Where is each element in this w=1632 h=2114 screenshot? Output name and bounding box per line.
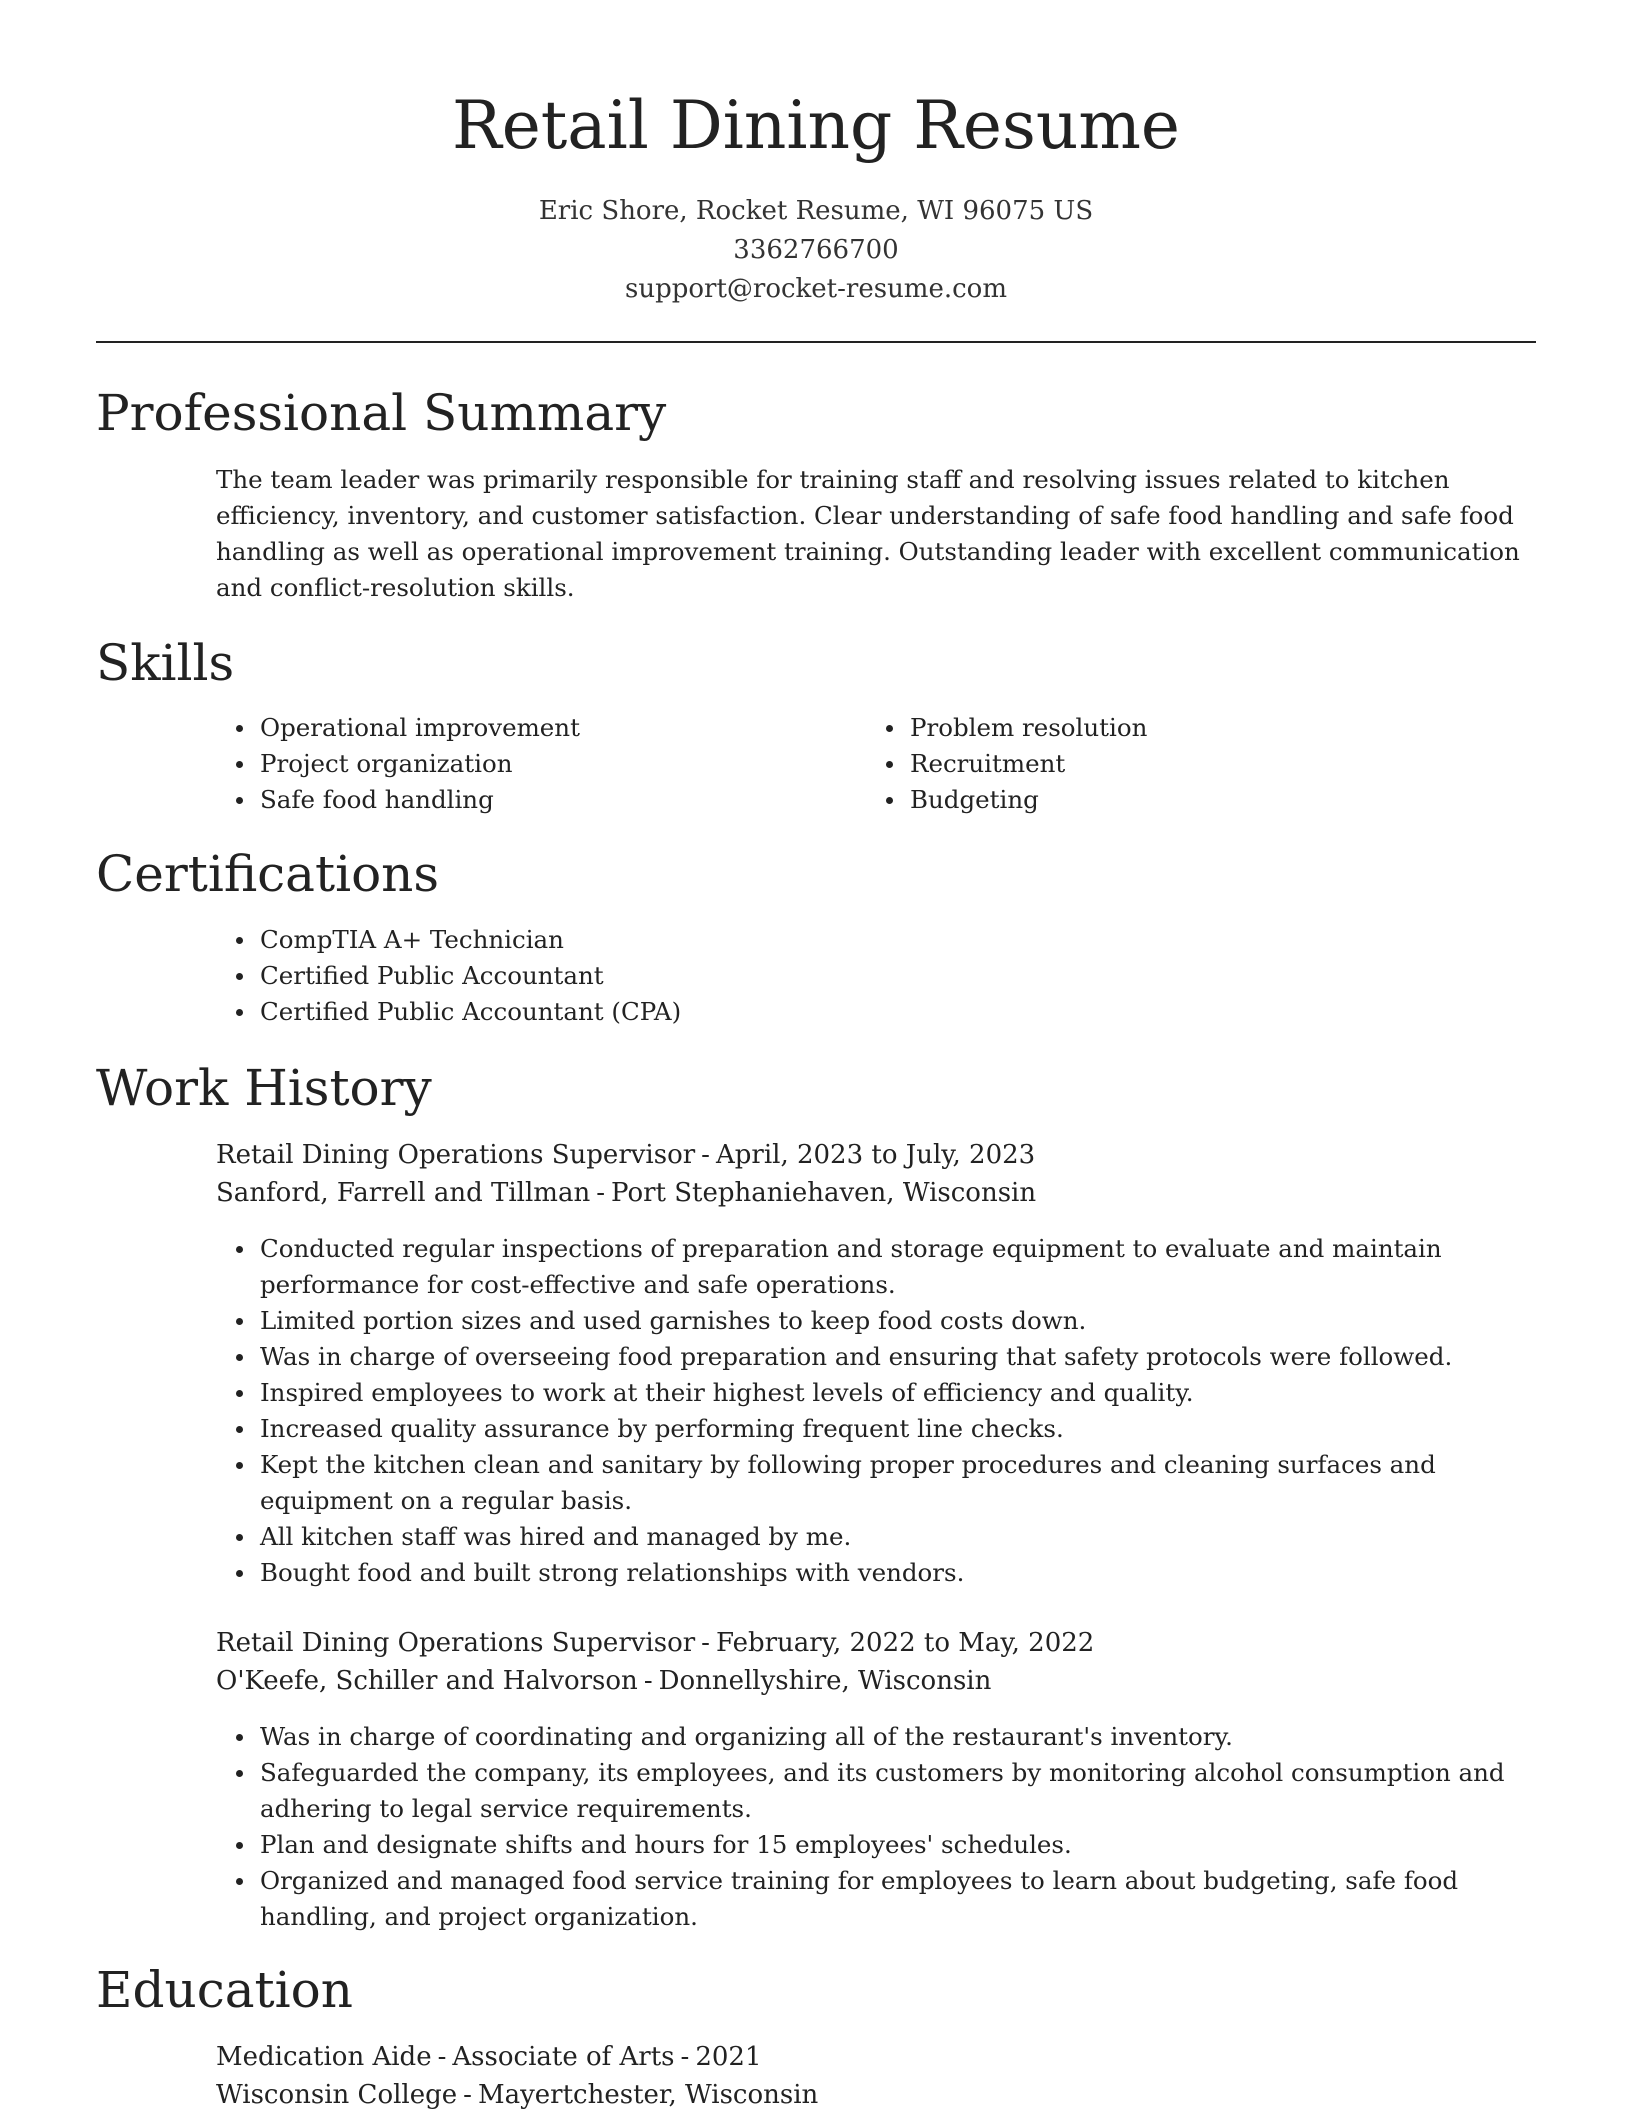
education-school-row: [216, 2076, 1536, 2114]
header-divider: [96, 341, 1536, 343]
separator: -: [463, 2080, 472, 2110]
education-year: 2021: [695, 2042, 762, 2072]
contact-email: support@rocket-resume.com: [624, 274, 1007, 304]
certifications-list: [216, 922, 1536, 1030]
job-bullets: [216, 1719, 1536, 1935]
job-location: Port Stephaniehaven, Wisconsin: [611, 1178, 1037, 1208]
skill-item: Operational improvement: [216, 710, 866, 746]
skill-item: Project organization: [216, 746, 866, 782]
skill-item: Budgeting: [866, 782, 1516, 818]
certifications-heading: Certifications: [96, 845, 440, 903]
job-title: Retail Dining Operations Supervisor: [216, 1628, 696, 1658]
skill-item: Safe food handling: [216, 782, 866, 818]
contact-block: [96, 192, 1536, 309]
skill-item: Recruitment: [866, 746, 1516, 782]
job-header: [216, 1136, 1536, 1212]
job-bullet: Plan and designate shifts and hours for 15 employees' schedules.: [216, 1827, 1536, 1863]
separator: -: [596, 1178, 605, 1208]
separator: -: [701, 1628, 710, 1658]
contact-address: Eric Shore, Rocket Resume, WI 96075 US: [538, 196, 1094, 226]
job-bullet: Conducted regular inspections of preparation and storage equipment to evaluate and maintain performance for cost-effective and safe operations.: [216, 1231, 1536, 1303]
education-location: Mayertchester, Wisconsin: [477, 2080, 819, 2110]
job-bullet: All kitchen staff was hired and managed by me.: [216, 1519, 1536, 1555]
job-company-row: [216, 1174, 1536, 1212]
separator: -: [701, 1140, 710, 1170]
education-heading: Education: [96, 1961, 353, 2019]
job-dates: April, 2023 to July, 2023: [715, 1140, 1036, 1170]
education-degree-row: [216, 2038, 1536, 2076]
summary-heading: Professional Summary: [96, 384, 667, 442]
job-location: Donnellyshire, Wisconsin: [658, 1666, 992, 1696]
job-dates: February, 2022 to May, 2022: [715, 1628, 1095, 1658]
skills-heading: Skills: [96, 634, 235, 692]
certification-item: Certified Public Accountant: [216, 958, 1536, 994]
resume-title: Retail Dining Resume: [452, 87, 1180, 164]
separator: -: [680, 2042, 690, 2072]
skills-list: [216, 710, 1536, 818]
job-bullet: Organized and managed food service training for employees to learn about budgeting, safe food handling, and project organization.: [216, 1863, 1536, 1935]
skills-column-left: [216, 710, 866, 818]
contact-phone: 3362766700: [733, 235, 899, 265]
summary-text: The team leader was primarily responsible for training staff and resolving issues related to kitchen efficiency, inventory, and customer satisfaction. Clear understanding of safe food handling and safe food handling as well as operational improvement training. Outstanding leader with excellent communication and conflict-resolution skills.: [216, 465, 1520, 602]
job-title-row: [216, 1136, 1536, 1174]
job-bullet: Bought food and built strong relationships with vendors.: [216, 1555, 1536, 1591]
work-history-heading: Work History: [96, 1059, 432, 1117]
job-title-row: [216, 1624, 1536, 1662]
education-entry: [216, 2038, 1536, 2114]
job-bullet: Limited portion sizes and used garnishes to keep food costs down.: [216, 1303, 1536, 1339]
skill-item: Problem resolution: [866, 710, 1516, 746]
job-title: Retail Dining Operations Supervisor: [216, 1140, 696, 1170]
job-company-row: [216, 1662, 1536, 1700]
job-bullets: [216, 1231, 1536, 1591]
education-school: Wisconsin College: [216, 2080, 458, 2110]
job-company: O'Keefe, Schiller and Halvorson: [216, 1666, 638, 1696]
job-company: Sanford, Farrell and Tillman: [216, 1178, 591, 1208]
skills-column-right: [866, 710, 1516, 818]
job-bullet: Inspired employees to work at their highest levels of efficiency and quality.: [216, 1375, 1536, 1411]
job-bullet: Was in charge of coordinating and organizing all of the restaurant's inventory.: [216, 1719, 1536, 1755]
education-program: Medication Aide: [216, 2042, 432, 2072]
certification-item: Certified Public Accountant (CPA): [216, 994, 1536, 1030]
job-header: [216, 1624, 1536, 1700]
job-bullet: Kept the kitchen clean and sanitary by following proper procedures and cleaning surfaces and equipment on a regular basis.: [216, 1447, 1536, 1519]
certification-item: CompTIA A+ Technician: [216, 922, 1536, 958]
job-bullet: Increased quality assurance by performing frequent line checks.: [216, 1411, 1536, 1447]
job-bullet: Safeguarded the company, its employees, and its customers by monitoring alcohol consumption and adhering to legal service requirements.: [216, 1755, 1536, 1827]
education-degree: Associate of Arts: [452, 2042, 675, 2072]
separator: -: [643, 1666, 653, 1696]
separator: -: [437, 2042, 447, 2072]
job-bullet: Was in charge of overseeing food preparation and ensuring that safety protocols were followed.: [216, 1339, 1536, 1375]
